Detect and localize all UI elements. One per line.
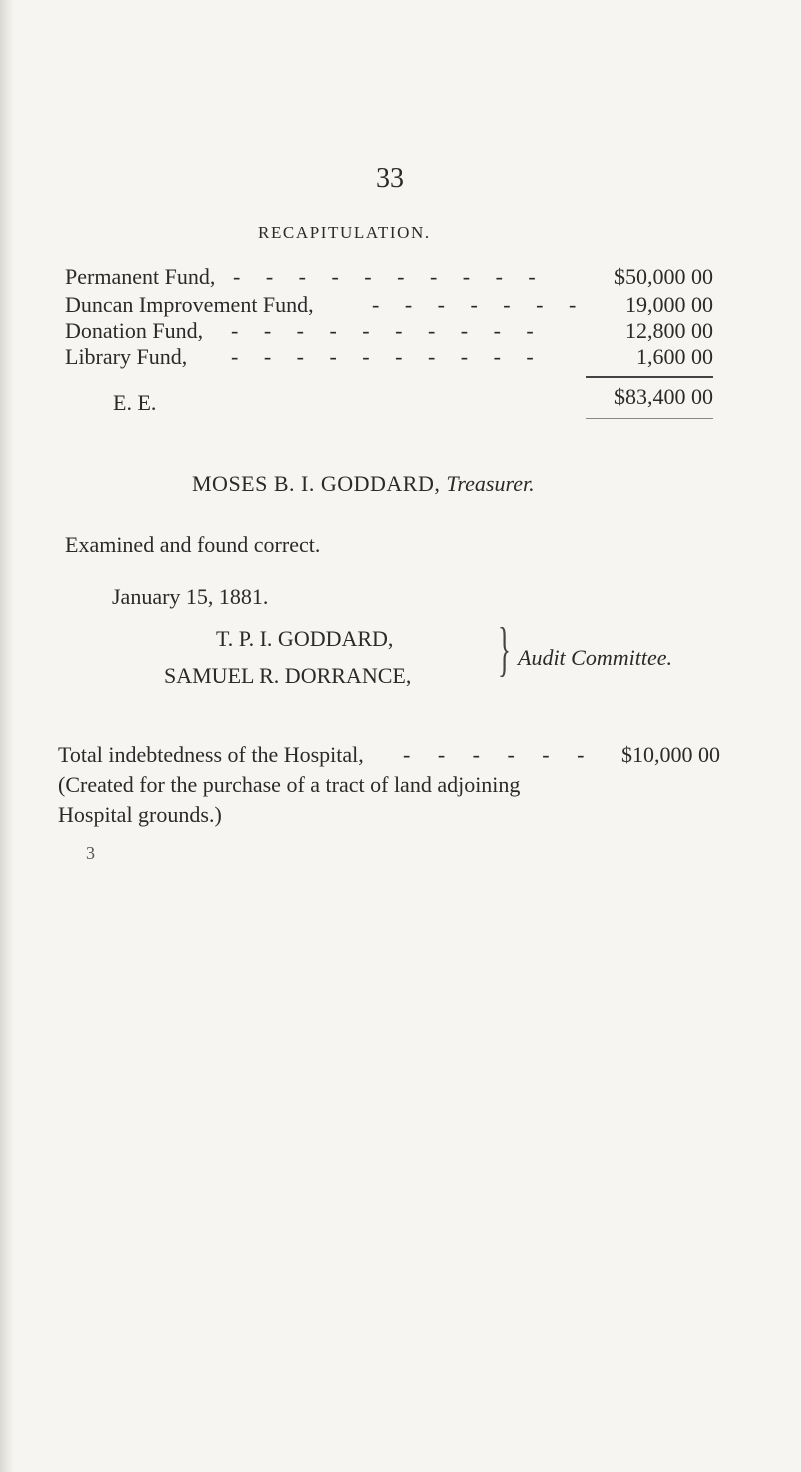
indebtedness-amount: $10,000 00 bbox=[621, 742, 720, 767]
fund-row bbox=[65, 264, 713, 290]
committee-member: T. P. I. GODDARD, bbox=[216, 626, 394, 651]
fund-row bbox=[65, 292, 713, 318]
indebtedness-note: Hospital grounds.) bbox=[58, 802, 222, 827]
fund-amount: 1,600 00 bbox=[636, 344, 713, 369]
fund-amount: 12,800 00 bbox=[625, 318, 713, 343]
dot-leader: - - - - - - bbox=[403, 742, 596, 767]
page-number: 33 bbox=[376, 163, 404, 194]
indebtedness-label: Total indebtedness of the Hospital, bbox=[58, 742, 364, 767]
signature-mark: 3 bbox=[86, 843, 95, 863]
dot-leader: - - - - - - - - - - bbox=[231, 344, 544, 369]
treasurer-name: MOSES B. I. GODDARD, bbox=[192, 471, 441, 496]
fund-label: Donation Fund, bbox=[65, 318, 204, 343]
fund-label: Permanent Fund, bbox=[65, 264, 216, 289]
fund-label: Library Fund, bbox=[65, 344, 188, 369]
fund-row bbox=[65, 344, 713, 370]
fund-amount: 19,000 00 bbox=[625, 292, 713, 317]
section-heading: RECAPITULATION. bbox=[258, 223, 431, 242]
committee-label: Audit Committee. bbox=[518, 645, 672, 670]
examined-statement: Examined and found correct. bbox=[65, 532, 321, 557]
fund-total: $83,400 00 bbox=[614, 384, 713, 409]
dot-leader: - - - - - - - - - - bbox=[233, 264, 546, 289]
fund-label: Duncan Improvement Fund, bbox=[65, 292, 314, 317]
brace-icon: } bbox=[498, 616, 511, 682]
treasurer-signature bbox=[192, 471, 535, 497]
fund-amount: $50,000 00 bbox=[614, 264, 713, 289]
committee-member: SAMUEL R. DORRANCE, bbox=[164, 663, 412, 688]
fund-row bbox=[65, 318, 713, 344]
treasurer-title: Treasurer. bbox=[446, 471, 535, 496]
audit-date: January 15, 1881. bbox=[112, 584, 269, 609]
errors-excepted: E. E. bbox=[113, 390, 157, 415]
page-binding-edge bbox=[0, 0, 14, 1472]
dot-leader: - - - - - - - bbox=[372, 292, 587, 317]
dot-leader: - - - - - - - - - - bbox=[231, 318, 544, 343]
indebtedness-note: (Created for the purchase of a tract of land adjoining bbox=[58, 772, 521, 797]
sum-rule bbox=[586, 376, 713, 378]
total-underline bbox=[586, 418, 713, 419]
